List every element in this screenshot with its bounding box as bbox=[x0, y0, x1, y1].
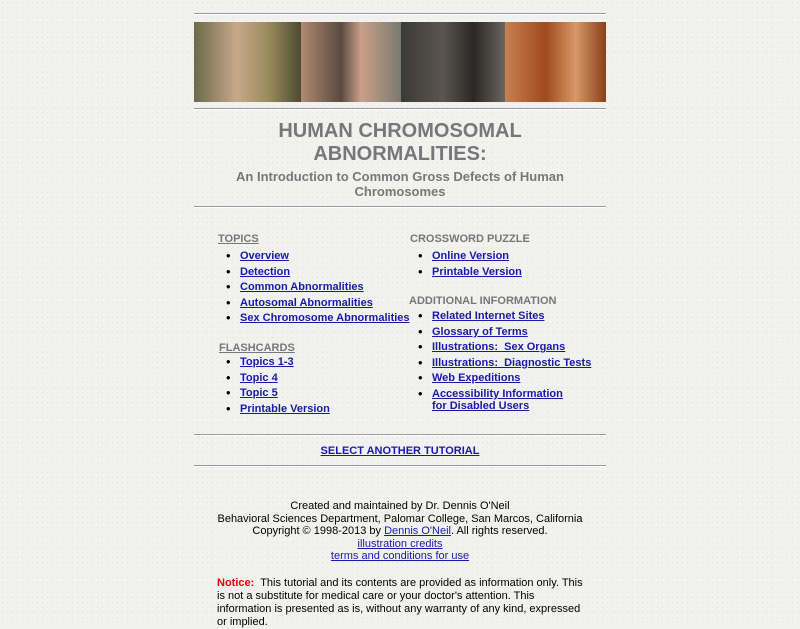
list-item bbox=[218, 403, 330, 419]
link-topics-1-3[interactable]: Topics 1-3 bbox=[240, 356, 294, 368]
footer-department: Behavioral Sciences Department, Palomar College, San Marcos, California bbox=[217, 512, 583, 525]
link-web-expeditions[interactable]: Web Expeditions bbox=[432, 372, 521, 385]
list-item bbox=[218, 387, 330, 403]
link-sex-chromosome-abnormalities[interactable]: Sex Chromosome Abnormalities bbox=[240, 312, 410, 325]
copyright-text: Copyright © 1998-2013 by bbox=[252, 525, 385, 537]
divider bbox=[194, 434, 606, 436]
crossword-heading: CROSSWORD PUZZLE bbox=[410, 233, 530, 245]
additional-heading: ADDITIONAL INFORMATION bbox=[409, 295, 557, 307]
copyright-suffix: . All rights reserved. bbox=[450, 525, 548, 537]
illustration-credits-link[interactable]: illustration credits bbox=[357, 537, 443, 550]
list-item bbox=[410, 372, 591, 388]
list-item bbox=[410, 357, 591, 373]
photo-men bbox=[301, 22, 401, 102]
list-item bbox=[218, 266, 410, 282]
notice-label: Notice: bbox=[217, 576, 255, 589]
notice bbox=[194, 577, 606, 629]
divider bbox=[194, 108, 606, 110]
author-link[interactable]: Dennis O'Neil bbox=[384, 525, 451, 537]
link-topic-4[interactable]: Topic 4 bbox=[240, 371, 278, 384]
flashcards-list bbox=[218, 356, 330, 418]
page-subtitle: An Introduction to Common Gross Defects of Human Chromosomes bbox=[236, 169, 564, 199]
link-online-version[interactable]: Online Version bbox=[432, 250, 510, 262]
list-item bbox=[410, 387, 591, 412]
link-common-abnormalities[interactable]: Common Abnormalities bbox=[240, 281, 364, 294]
flashcards-heading: FLASHCARDS bbox=[219, 342, 295, 354]
link-accessibility[interactable]: Accessibility Information bbox=[432, 387, 563, 400]
link-illustrations-sex-organs[interactable]: Illustrations: Sex Organs bbox=[432, 341, 566, 354]
additional-list bbox=[410, 310, 592, 412]
select-another-tutorial-link[interactable]: SELECT ANOTHER TUTORIAL bbox=[320, 445, 480, 457]
photo-chimpanzees bbox=[401, 22, 505, 102]
footer-copyright bbox=[194, 525, 606, 538]
list-item bbox=[410, 326, 591, 342]
list-item bbox=[218, 250, 410, 266]
notice-text: This tutorial and its contents are provided as information only. This is not a substitute for medical care or your doctor's attention. This information is presented as is, without any warranty of any kind, expressed or implied. bbox=[217, 576, 586, 628]
list-item bbox=[218, 356, 330, 372]
list-item bbox=[410, 266, 522, 282]
link-detection[interactable]: Detection bbox=[240, 265, 291, 278]
terms-link[interactable]: terms and conditions for use bbox=[330, 550, 470, 562]
link-illustrations-diagnostic[interactable]: Illustrations: Diagnostic Tests bbox=[432, 356, 592, 369]
page-container bbox=[194, 0, 606, 629]
divider bbox=[194, 465, 606, 467]
list-item bbox=[218, 312, 410, 328]
topics-heading: TOPICS bbox=[218, 233, 259, 245]
footer-credit: Created and maintained by Dr. Dennis O'Neil bbox=[290, 500, 510, 512]
list-item bbox=[218, 297, 410, 313]
list-item bbox=[218, 372, 330, 388]
photo-women bbox=[194, 22, 301, 102]
list-item bbox=[218, 281, 410, 297]
link-related-sites[interactable]: Related Internet Sites bbox=[432, 310, 545, 322]
link-accessibility-cont[interactable]: for Disabled Users bbox=[432, 399, 530, 412]
topics-list bbox=[218, 250, 410, 328]
list-item bbox=[410, 250, 522, 266]
page-title: HUMAN CHROMOSOMAL ABNORMALITIES: bbox=[278, 120, 522, 165]
photo-orangutan bbox=[505, 22, 606, 102]
link-autosomal-abnormalities[interactable]: Autosomal Abnormalities bbox=[240, 296, 373, 309]
link-crossword-printable[interactable]: Printable Version bbox=[432, 265, 522, 278]
link-overview[interactable]: Overview bbox=[240, 250, 289, 262]
crossword-list bbox=[410, 250, 522, 281]
footer bbox=[194, 500, 606, 563]
link-topic-5[interactable]: Topic 5 bbox=[240, 387, 278, 400]
divider bbox=[194, 13, 606, 15]
list-item bbox=[410, 310, 591, 326]
banner-images bbox=[194, 22, 606, 102]
link-flashcards-printable[interactable]: Printable Version bbox=[240, 402, 330, 415]
list-item bbox=[410, 341, 591, 357]
link-glossary[interactable]: Glossary of Terms bbox=[432, 325, 528, 338]
